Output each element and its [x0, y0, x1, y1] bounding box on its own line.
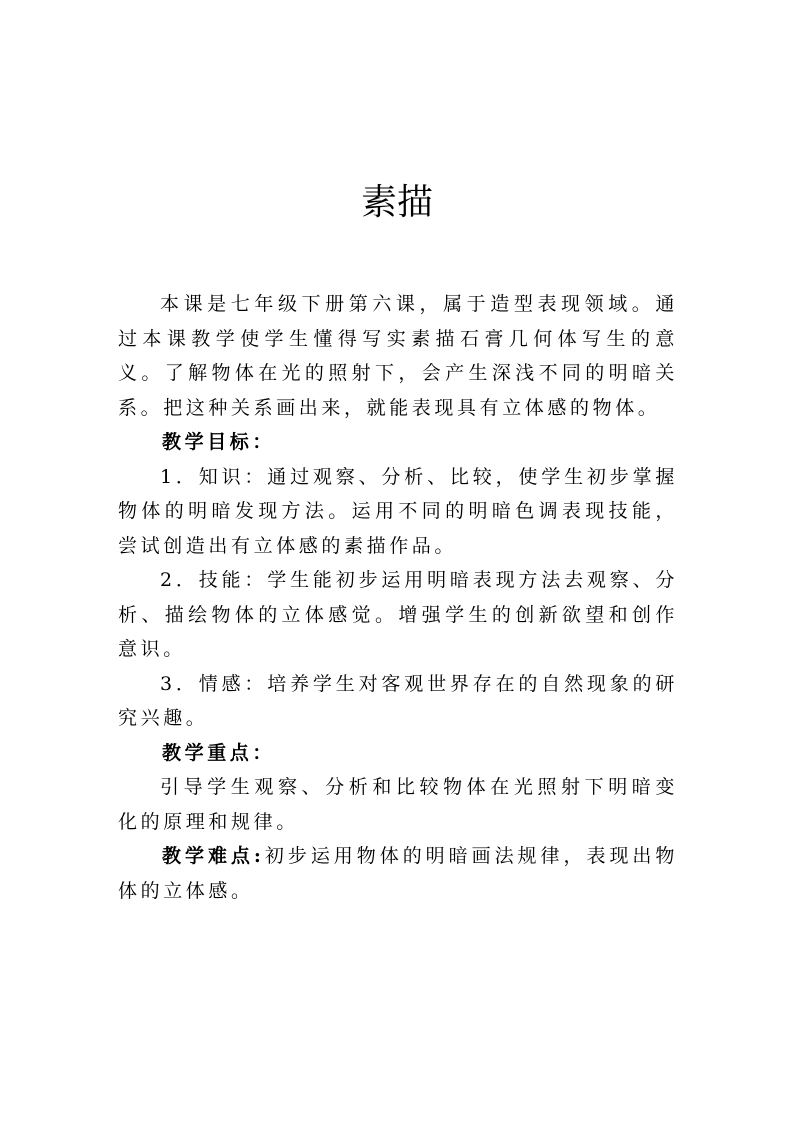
objective-emotion: 3．情感：培养学生对客观世界存在的自然现象的研究兴趣。	[118, 672, 678, 729]
objective-skill: 2．技能：学生能初步运用明暗表现方法去观察、分析、描绘物体的立体感觉。增强学生的创新欲望和创作意识。	[118, 569, 678, 660]
intro-paragraph: 本课是七年级下册第六课，属于造型表现领域。通过本课教学使学生懂得写实素描石膏几何体写生的意义。了解物体在光的照射下，会产生深浅不同的明暗关系。把这种关系画出来，就能表现具有立体感的物体。	[118, 293, 678, 419]
difficulty-paragraph	[118, 839, 678, 908]
difficulty-heading: 教学难点:	[162, 845, 265, 867]
objectives-heading: 教学目标：	[162, 431, 276, 453]
difficulty-text: 初步运用物体的明暗画法规律，表现出物体的立体感。	[118, 845, 678, 902]
document-body	[118, 287, 678, 908]
page-title: 素描	[360, 182, 433, 223]
focus-heading: 教学重点：	[162, 741, 276, 764]
objective-knowledge: 1．知识：通过观察、分析、比较，使学生初步掌握物体的明暗发现方法。运用不同的明暗色调表现技能，尝试创造出有立体感的素描作品。	[118, 465, 678, 557]
focus-paragraph: 引导学生观察、分析和比较物体在光照射下明暗变化的原理和规律。	[118, 776, 678, 833]
